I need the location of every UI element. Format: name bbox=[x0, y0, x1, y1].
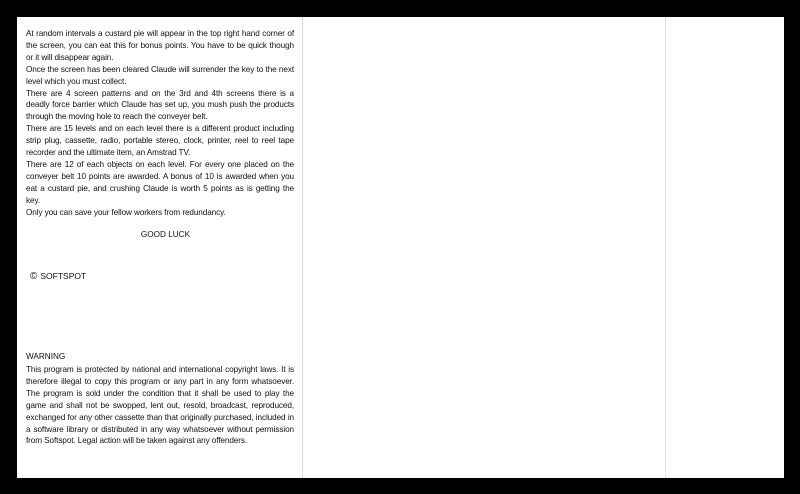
instructions-paragraph: There are 15 levels and on each level there is a different product including strip plug, cassette, radio, portable stereo, clock, printer, reel to reel tape recorder and the ultimate item, an Amstrad TV. bbox=[26, 124, 294, 158]
good-luck-heading: GOOD LUCK bbox=[140, 230, 191, 239]
copyright-company: SOFTSPOT bbox=[40, 271, 87, 281]
right-panel-blank bbox=[303, 17, 784, 478]
warning-body: This program is protected by national and international copyright laws. It is therefore illegal to copy this program or any part in any form whatsoever. The program is sold under the condition that it shall be used to play the game and shall not be swopped, lent out, resold, broadcast, reproduced, exchanged for any other cassette than that originally purchased, included in a software library or distributed in any way whatsoever without permission from Softspot. Legal action will be taken against any offenders. bbox=[26, 365, 294, 446]
instructions-paragraph: Once the screen has been cleared Claude will surrender the key to the next level which you must collect. bbox=[26, 64, 294, 86]
instructions-paragraph: At random intervals a custard pie will appear in the top right hand corner of the screen, you can eat this for bonus points. You have to be quick though or it will disappear again. bbox=[26, 29, 294, 62]
instructions-paragraph: There are 12 of each objects on each level. For every one placed on the conveyer belt 10 points are awarded. A bonus of 10 is awarded when you eat a custard pie, and crushing Claude is worth 5 points as is getting the key. bbox=[26, 159, 294, 205]
copyright-symbol: © bbox=[30, 271, 38, 282]
copyright-notice bbox=[30, 271, 86, 282]
instructions-paragraph: Only you can save your fellow workers from redundancy. bbox=[26, 207, 226, 217]
instructions-paragraph: There are 4 screen patterns and on the 3rd and 4th screens there is a deadly force barrier which Claude has set up, you mush push the products through the moving hole to reach the conveyer belt. bbox=[26, 88, 294, 122]
instructions-text bbox=[26, 28, 294, 219]
warning-title: WARNING bbox=[26, 352, 66, 361]
inlay-sheet bbox=[17, 17, 784, 478]
left-panel bbox=[17, 17, 302, 478]
